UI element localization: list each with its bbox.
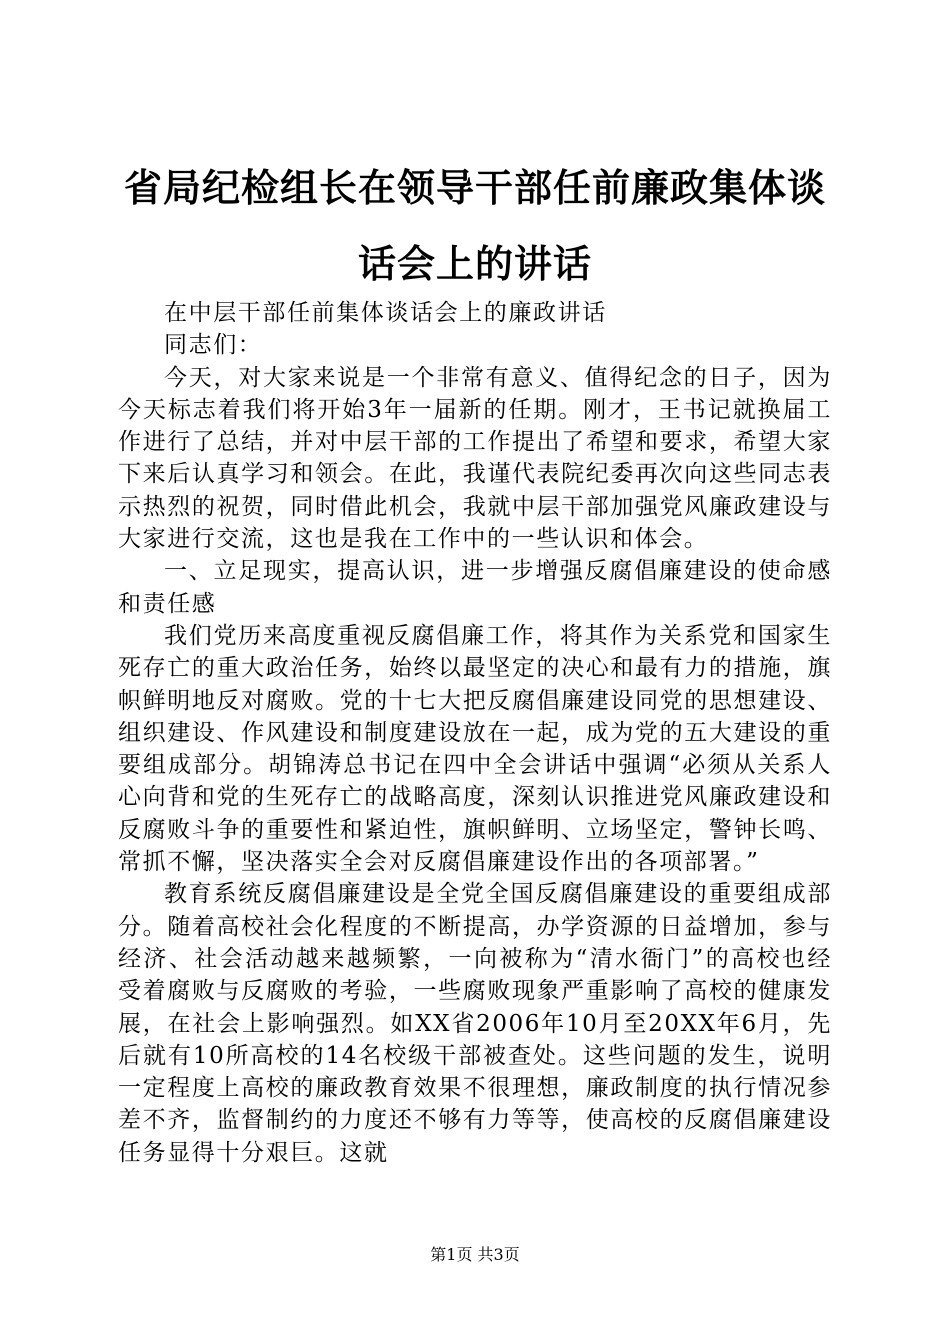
body-paragraph: 教育系统反腐倡廉建设是全党全国反腐倡廉建设的重要组成部分。随着高校社会化程度的不断提高，办学资源的日益增加，参与经济、社会活动越来越频繁，一向被称为“清水衙门”的高校也经受着腐败与反腐败的考验，一些腐败现象严重影响了高校的健康发展，在社会上影响强烈。如XX省2006年10月至20XX年6月，先后就有10所高校的14名校级干部被查处。这些问题的发生，说明一定程度上高校的廉政教育效果不很理想，廉政制度的执行情况参差不齐，监督制约的力度还不够有力等等，使高校的反腐倡廉建设任务显得十分艰巨。这就 [118,881,832,1166]
salutation-paragraph: 同志们： [164,332,263,359]
body-paragraph: 我们党历来高度重视反腐倡廉工作，将其作为关系党和国家生死存亡的重大政治任务，始终以最坚定的决心和最有力的措施，旗帜鲜明地反对腐败。党的十七大把反腐倡廉建设同党的思想建设、组织建设、作风建设和制度建设放在一起，成为党的五大建设的重要组成部分。胡锦涛总书记在四中全会讲话中强调“必须从关系人心向背和党的生死存亡的战略高度，深刻认识推进党风廉政建设和反腐败斗争的重要性和紧迫性，旗帜鲜明、立场坚定，警钟长鸣、常抓不懈，坚决落实全会对反腐倡廉建设作出的各项部署。” [118,622,832,876]
body-paragraph: 今天，对大家来说是一个非常有意义、值得纪念的日子，因为今天标志着我们将开始3年一届新的任期。刚才，王书记就换届工作进行了总结，并对中层干部的工作提出了希望和要求，希望大家下来后认真学习和领会。在此，我谨代表院纪委再次向这些同志表示热烈的祝贺，同时借此机会，我就中层干部加强党风廉政建设与大家进行交流，这也是我在工作中的一些认识和体会。 [118,364,832,553]
section-heading: 一、立足现实，提高认识，进一步增强反腐倡廉建设的使命感和责任感 [118,558,832,617]
page-footer: 第1页 共3页 [430,1245,520,1264]
subtitle-paragraph: 在中层干部任前集体谈话会上的廉政讲话 [164,300,607,326]
document-body [118,297,832,1169]
document-title: 省局纪检组长在领导干部任前廉政集体谈话会上的讲话 [123,166,826,286]
